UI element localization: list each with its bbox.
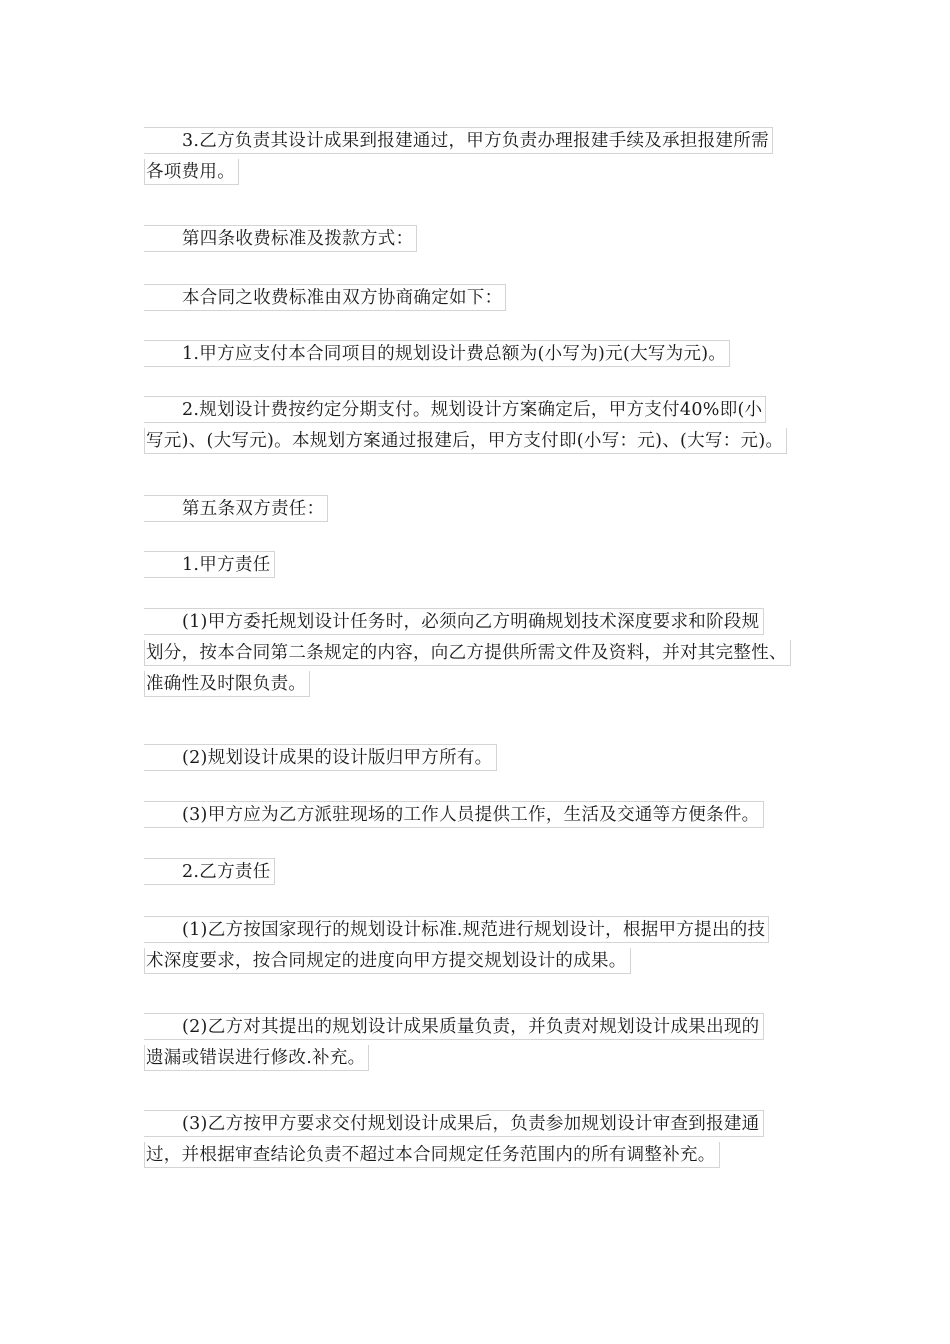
- paragraph-fee-1: [144, 339, 808, 370]
- text-line: 写元)、(大写元)。本规划方案通过报建后，甲方支付即(小写：元)、(大写：元)。: [144, 428, 787, 454]
- paragraph-party-a-3: [144, 800, 808, 831]
- text-line: (2)乙方对其提出的规划设计成果质量负责，并负责对规划设计成果出现的: [144, 1013, 764, 1040]
- text-line: 遗漏或错误进行修改.补充。: [144, 1045, 369, 1071]
- text-line: (3)乙方按甲方要求交付规划设计成果后，负责参加规划设计审查到报建通: [144, 1110, 764, 1137]
- text-line: 术深度要求，按合同规定的进度向甲方提交规划设计的成果。: [144, 948, 631, 974]
- text-line: 1.甲方责任: [144, 551, 275, 578]
- paragraph-clause-3: [144, 126, 808, 188]
- text-line: 2.规划设计费按约定分期支付。规划设计方案确定后，甲方支付40%即(小: [144, 396, 766, 423]
- text-line: 准确性及时限负责。: [144, 671, 310, 697]
- paragraph-fee-intro: [144, 283, 808, 314]
- text-line: 本合同之收费标准由双方协商确定如下：: [144, 284, 506, 311]
- heading-article-4: [144, 224, 808, 255]
- text-line: (1)乙方按国家现行的规划设计标准.规范进行规划设计，根据甲方提出的技: [144, 916, 769, 943]
- paragraph-fee-2: [144, 395, 808, 457]
- text-line: (2)规划设计成果的设计版归甲方所有。: [144, 744, 497, 771]
- text-line: 3.乙方负责其设计成果到报建通过，甲方负责办理报建手续及承担报建所需: [144, 127, 773, 154]
- paragraph-party-a-2: [144, 743, 808, 774]
- text-line: (1)甲方委托规划设计任务时，必须向乙方明确规划技术深度要求和阶段规: [144, 608, 764, 635]
- paragraph-party-b-2: [144, 1012, 808, 1074]
- text-line: 第五条双方责任：: [144, 495, 328, 522]
- text-line: 划分，按本合同第二条规定的内容，向乙方提供所需文件及资料，并对其完整性、: [144, 640, 791, 666]
- paragraph-party-a-1: [144, 607, 808, 700]
- text-line: 第四条收费标准及拨款方式：: [144, 225, 417, 252]
- text-line: 过，并根据审查结论负责不超过本合同规定任务范围内的所有调整补充。: [144, 1142, 720, 1168]
- text-line: 1.甲方应支付本合同项目的规划设计费总额为(小写为)元(大写为元)。: [144, 340, 730, 367]
- text-line: 2.乙方责任: [144, 858, 275, 885]
- heading-party-a-duty: [144, 550, 808, 581]
- text-line: (3)甲方应为乙方派驻现场的工作人员提供工作，生活及交通等方便条件。: [144, 801, 764, 828]
- heading-article-5: [144, 494, 808, 525]
- paragraph-party-b-3: [144, 1109, 808, 1171]
- text-line: 各项费用。: [144, 159, 239, 185]
- paragraph-party-b-1: [144, 915, 808, 977]
- heading-party-b-duty: [144, 857, 808, 888]
